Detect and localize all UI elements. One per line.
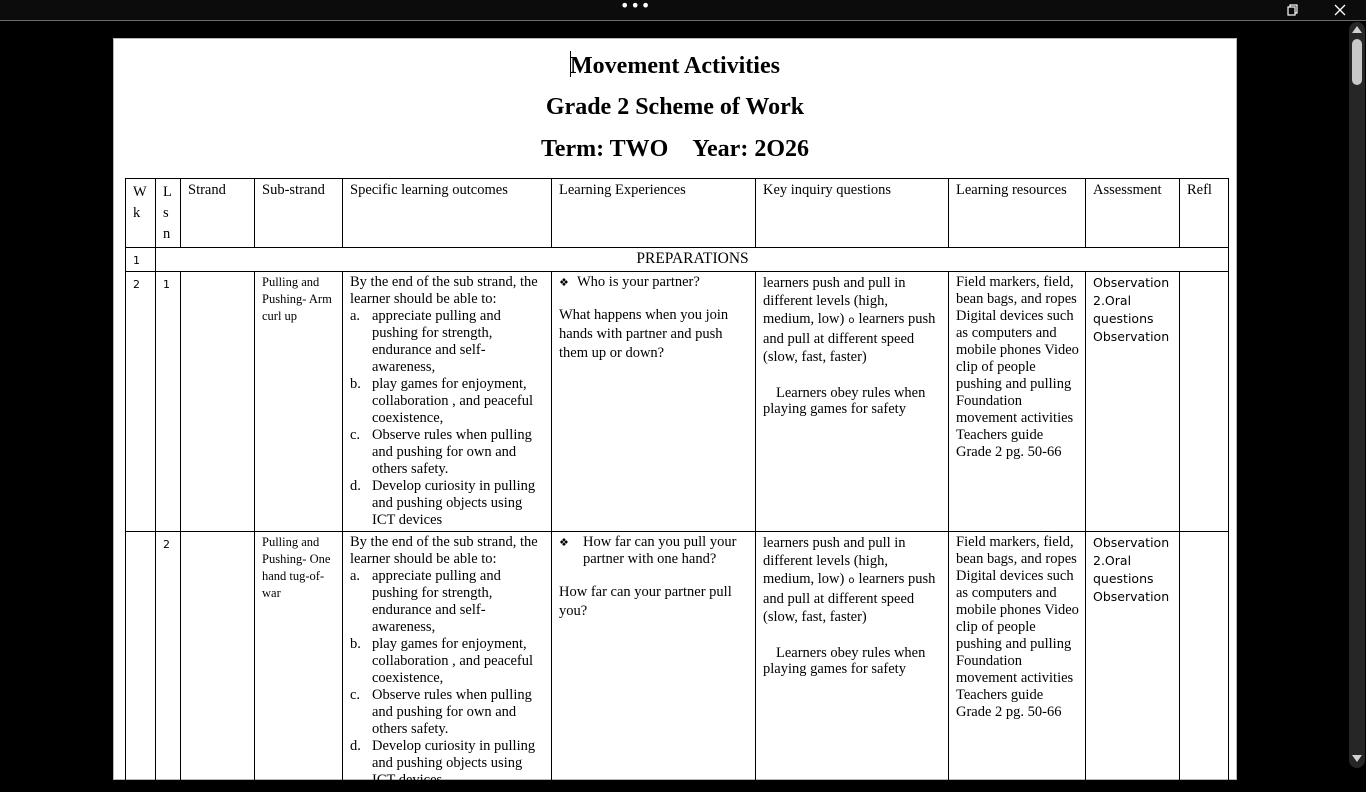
resources-cell: Field markers, field, bean bags, and ropes Digital devices such as computers and mobile phones Video clip of people pushing and pulling Foundation movement activities Teachers guide Grade 2 pg. 50-66 xyxy=(949,532,1086,792)
header-outcomes: Specific learning outcomes xyxy=(343,179,552,248)
outcome-item: a. appreciate pulling and pushing for strength, endurance and self-awareness, xyxy=(350,568,501,635)
experience-text: What happens when you join hands with partner and push them up or down? xyxy=(559,307,729,361)
inquiry-text: learners push and pull at different speed (slow, fast, faster) xyxy=(763,311,936,365)
week-cell: 1 xyxy=(126,248,156,272)
document-title xyxy=(114,51,1236,80)
inquiry-cell xyxy=(756,532,949,792)
inquiry-rules: Learners obey rules when playing games for safety xyxy=(763,385,926,417)
circle-bullet-icon: o xyxy=(848,575,855,586)
inquiry-rules: Learners obey rules when playing games for safety xyxy=(763,645,926,677)
header-assessment: Assessment xyxy=(1086,179,1180,248)
header-reflection: Refl xyxy=(1180,179,1229,248)
assessment-cell: Observation 2.Oral questions Observation xyxy=(1086,532,1180,792)
table-row xyxy=(126,272,1229,532)
header-experiences: Learning Experiences xyxy=(552,179,756,248)
document-subtitle: Grade 2 Scheme of Work xyxy=(545,94,805,120)
outcomes-intro: By the end of the sub strand, the learner should be able to: xyxy=(350,274,538,307)
more-options-icon[interactable]: ••• xyxy=(620,0,652,15)
window-titlebar xyxy=(0,0,1366,21)
term-label: Term: TWO xyxy=(541,136,669,162)
outcome-item: b. play games for enjoyment, collaboration , and peaceful coexistence, xyxy=(350,636,534,686)
sub-strand-cell: Pulling and Pushing- One hand tug-of-war xyxy=(255,532,343,792)
experience-bullet: ❖ How far can you pull your partner with one hand? xyxy=(559,534,737,567)
resources-cell: Field markers, field, bean bags, and ropes Digital devices such as computers and mobile phones Video clip of people pushing and pulling Foundation movement activities Teachers guide Grade 2 pg. 50-66 xyxy=(949,272,1086,532)
document-page[interactable] xyxy=(113,38,1237,788)
outcome-item: c. Observe rules when pulling and pushing for own and others safety. xyxy=(350,427,532,477)
scroll-down-arrow-icon[interactable] xyxy=(1352,755,1362,762)
outcomes-intro: By the end of the sub strand, the learner should be able to: xyxy=(350,534,538,567)
header-lesson: L s n xyxy=(156,179,181,248)
scheme-of-work-table xyxy=(125,178,1229,792)
header-inquiry: Key inquiry questions xyxy=(756,179,949,248)
outcomes-cell xyxy=(343,272,552,532)
header-row xyxy=(126,179,1229,248)
experience-text: How far can your partner pull you? xyxy=(559,584,732,619)
scroll-up-arrow-icon[interactable] xyxy=(1352,26,1362,33)
title-text: Movement Activities xyxy=(570,53,780,79)
outcome-item: c. Observe rules when pulling and pushing for own and others safety. xyxy=(350,687,532,737)
inquiry-text: learners push and pull at different speed (slow, fast, faster) xyxy=(763,571,936,625)
experiences-cell xyxy=(552,532,756,792)
outcome-item: d. Develop curiosity in pulling and pushing objects using ICT devices xyxy=(350,478,536,528)
lesson-cell: 1 xyxy=(156,272,181,532)
reflection-cell xyxy=(1180,272,1229,532)
outcomes-cell xyxy=(343,532,552,792)
header-sub-strand: Sub-strand xyxy=(255,179,343,248)
diamond-bullet-icon: ❖ xyxy=(559,536,569,549)
experience-bullet: ❖ Who is your partner? xyxy=(559,274,700,290)
outcome-item: a. appreciate pulling and pushing for strength, endurance and self-awareness, xyxy=(350,308,501,375)
vertical-scrollbar[interactable] xyxy=(1349,22,1365,768)
restore-icon[interactable] xyxy=(1287,4,1299,16)
experiences-cell xyxy=(552,272,756,532)
close-icon[interactable] xyxy=(1333,3,1347,17)
week-cell: 2 xyxy=(126,272,156,532)
circle-bullet-icon: o xyxy=(848,315,855,326)
scroll-thumb[interactable] xyxy=(1352,39,1362,85)
outcomes-list xyxy=(350,568,545,789)
header-resources: Learning resources xyxy=(949,179,1086,248)
inquiry-cell xyxy=(756,272,949,532)
preparations-label: PREPARATIONS xyxy=(156,248,1229,272)
outcome-item: d. Develop curiosity in pulling and pushing objects using ICT devices xyxy=(350,738,536,788)
reflection-cell xyxy=(1180,532,1229,792)
preparations-row xyxy=(126,248,1229,272)
lesson-cell: 2 xyxy=(156,532,181,792)
inquiry-text: learners push and pull in different levels (high, medium, low) xyxy=(763,275,906,327)
sub-strand-cell: Pulling and Pushing- Arm curl up xyxy=(255,272,343,532)
header-strand: Strand xyxy=(181,179,255,248)
strand-cell xyxy=(181,272,255,532)
inquiry-text: learners push and pull in different levels (high, medium, low) xyxy=(763,535,906,587)
week-cell xyxy=(126,532,156,792)
diamond-bullet-icon: ❖ xyxy=(559,276,569,289)
year-label: Year: 2O26 xyxy=(692,136,809,162)
term-year-line xyxy=(114,136,1236,163)
header-week: W k xyxy=(126,179,156,248)
outcomes-list xyxy=(350,308,545,529)
outcome-item: b. play games for enjoyment, collaboration , and peaceful coexistence, xyxy=(350,376,534,426)
assessment-cell: Observation 2.Oral questions Observation xyxy=(1086,272,1180,532)
table-row xyxy=(126,532,1229,792)
strand-cell xyxy=(181,532,255,792)
